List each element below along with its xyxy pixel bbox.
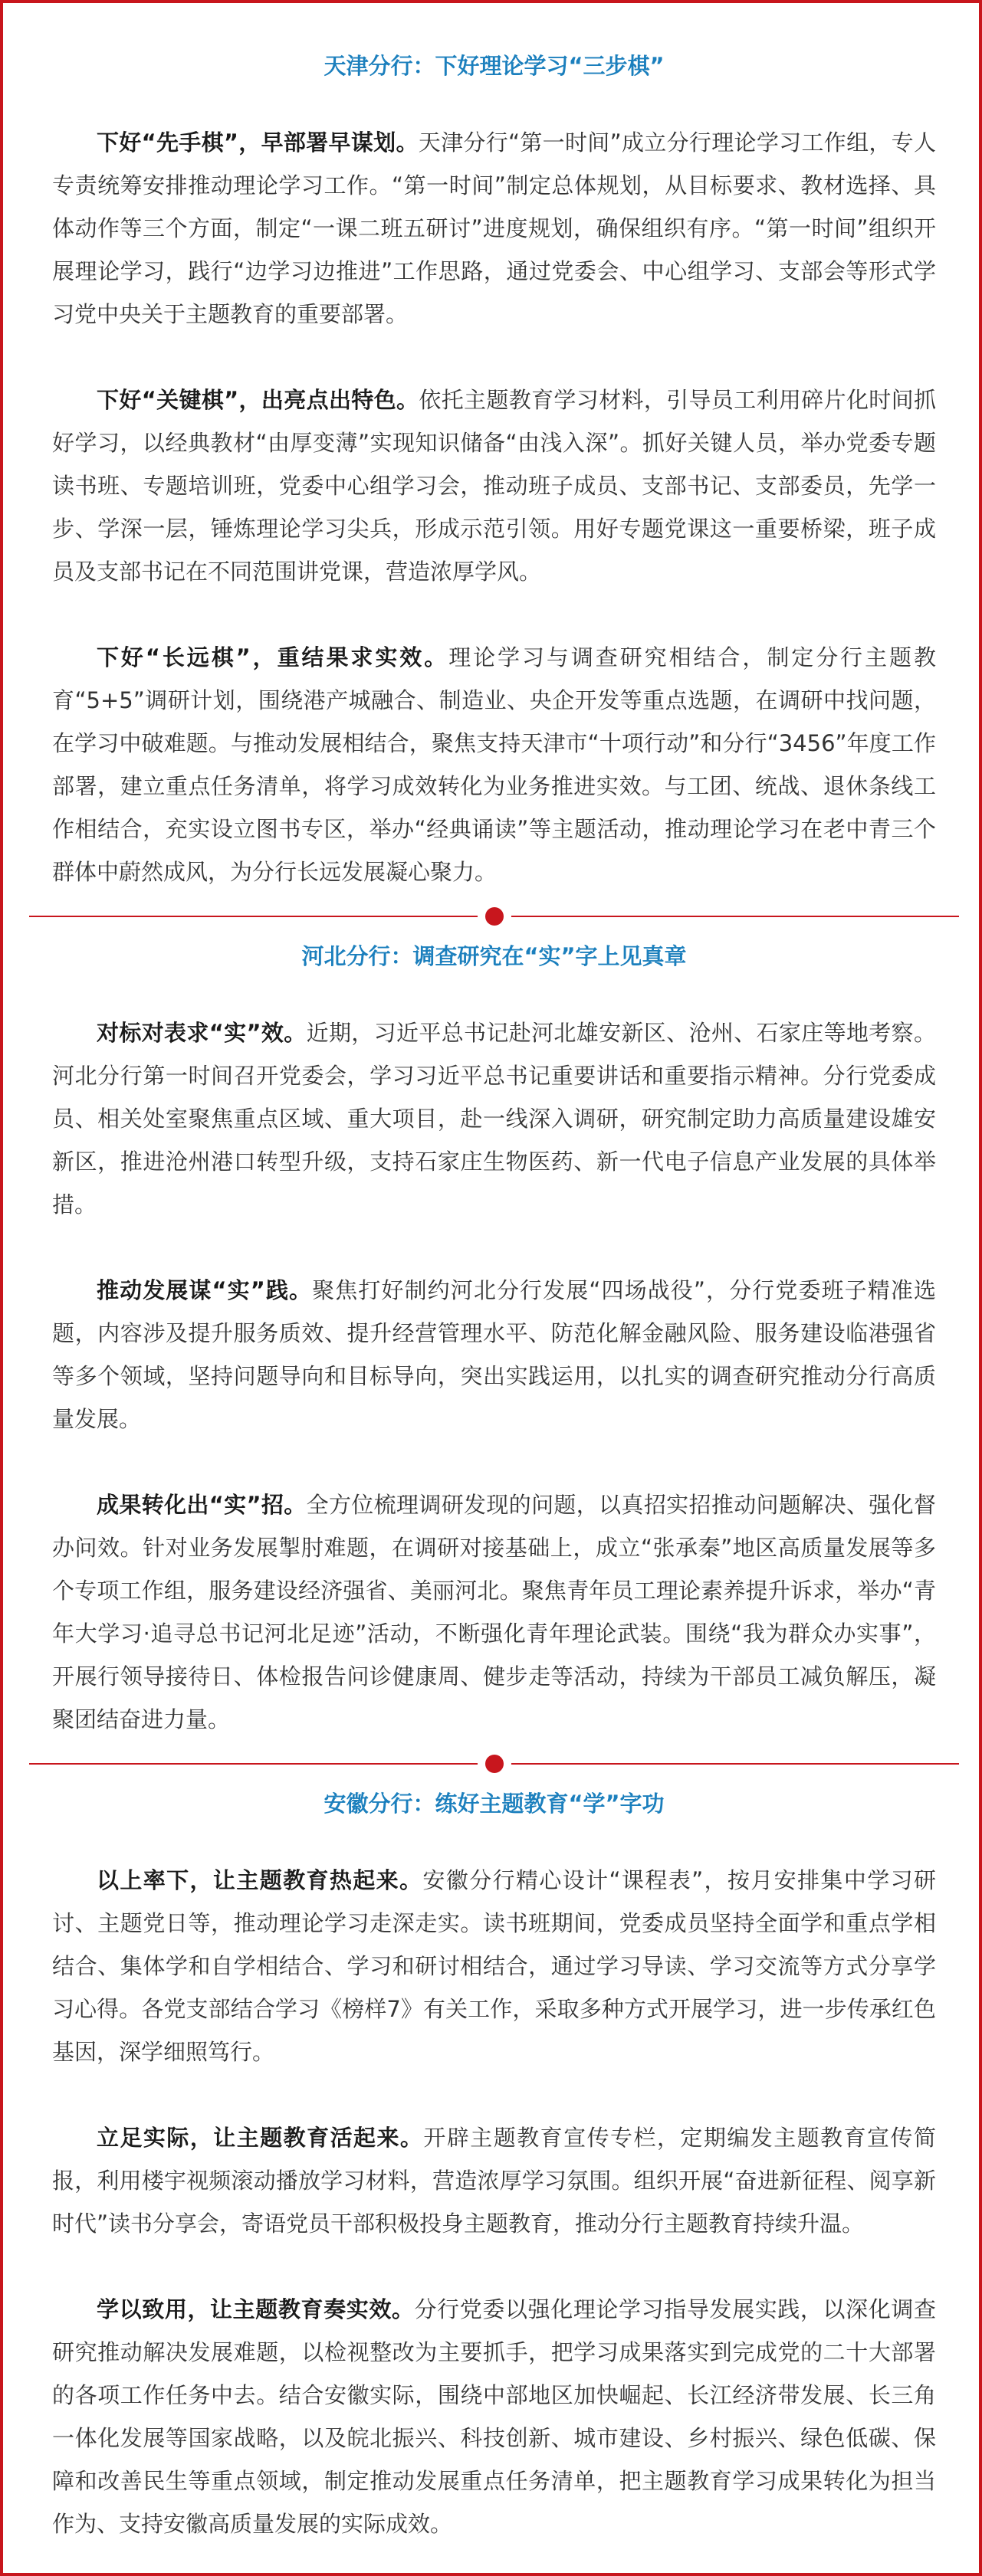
paragraph-lead: 成果转化出“实”招。 xyxy=(97,1492,307,1518)
section-divider xyxy=(52,1741,936,1787)
paragraph xyxy=(52,1859,936,2073)
paragraph xyxy=(52,121,936,336)
paragraph xyxy=(52,2288,936,2545)
divider-dot-icon xyxy=(485,907,504,926)
paragraph-text: 依托主题教育学习材料，引导员工利用碎片化时间抓好学习，以经典教材“由厚变薄”实现知识储备“由浅入深”。抓好关键人员，举办党委专题读书班、专题培训班，党委中心组学习会，推动班子成员、支部书记、支部委员，先学一步、学深一层，锤炼理论学习尖兵，形成示范引领。用好专题党课这一重要桥梁，班子成员及支部书记在不同范围讲党课，营造浓厚学风。 xyxy=(52,387,936,585)
section-title: 天津分行：下好理论学习“三步棋” xyxy=(324,53,665,79)
section-title: 安徽分行：练好主题教育“学”字功 xyxy=(324,1791,665,1817)
paragraph xyxy=(52,1011,936,1226)
paragraph-lead: 对标对表求“实”效。 xyxy=(97,1020,307,1046)
section-anhui xyxy=(52,1787,936,2545)
divider-dot-icon xyxy=(485,1755,504,1773)
paragraph-lead: 下好“关键棋”，出亮点出特色。 xyxy=(97,387,419,413)
section-divider xyxy=(52,893,936,939)
section-tianjin xyxy=(52,49,936,893)
paragraph-lead: 学以致用，让主题教育奏实效。 xyxy=(97,2296,415,2322)
paragraph-text: 开辟主题教育宣传专栏，定期编发主题教育宣传简报，利用楼宇视频滚动播放学习材料，营造浓厚学习氛围。组织开展“奋进新征程、阅享新时代”读书分享会，寄语党员干部积极投身主题教育，推动分行主题教育持续升温。 xyxy=(52,2125,936,2237)
paragraph-lead: 下好“先手棋”，早部署早谋划。 xyxy=(97,129,419,156)
paragraph-text: 理论学习与调查研究相结合，制定分行主题教育“5+5”调研计划，围绕港产城融合、制造业、央企开发等重点选题，在调研中找问题，在学习中破难题。与推动发展相结合，聚焦支持天津市“十项行动”和分行“3456”年度工作部署，建立重点任务清单，将学习成效转化为业务推进实效。与工团、统战、退休条线工作相结合，充实设立图书专区，举办“经典诵读”等主题活动，推动理论学习在老中青三个群体中蔚然成风，为分行长远发展凝心聚力。 xyxy=(52,644,936,885)
paragraph xyxy=(52,636,936,893)
paragraph-text: 安徽分行精心设计“课程表”，按月安排集中学习研讨、主题党日等，推动理论学习走深走实。读书班期间，党委成员坚持全面学和重点学相结合、集体学和自学相结合、学习和研讨相结合，通过学习导读、学习交流等方式分享学习心得。各党支部结合学习《榜样7》有关工作，采取多种方式开展学习，进一步传承红色基因，深学细照笃行。 xyxy=(52,1867,936,2065)
paragraph-lead: 下好“长远棋”，重结果求实效。 xyxy=(97,644,449,670)
paragraph-text: 聚焦打好制约河北分行发展“四场战役”，分行党委班子精准选题，内容涉及提升服务质效、提升经营管理水平、防范化解金融风险、服务建设临港强省等多个领域，坚持问题导向和目标导向，突出实践运用，以扎实的调查研究推动分行高质量发展。 xyxy=(52,1277,936,1432)
section-title: 河北分行：调查研究在“实”字上见真章 xyxy=(301,943,687,969)
paragraph-text: 分行党委以强化理论学习指导发展实践，以深化调查研究推动解决发展难题，以检视整改为主要抓手，把学习成果落实到完成党的二十大部署的各项工作任务中去。结合安徽实际，围绕中部地区加快崛起、长江经济带发展、长三角一体化发展等国家战略，以及皖北振兴、科技创新、城市建设、乡村振兴、绿色低碳、保障和改善民生等重点领域，制定推动发展重点任务清单，把主题教育学习成果转化为担当作为、支持安徽高质量发展的实际成效。 xyxy=(52,2296,936,2537)
paragraph-text: 全方位梳理调研发现的问题，以真招实招推动问题解决、强化督办问效。针对业务发展掣肘难题，在调研对接基础上，成立“张承秦”地区高质量发展等多个专项工作组，服务建设经济强省、美丽河北。聚焦青年员工理论素养提升诉求，举办“青年大学习·追寻总书记河北足迹”活动，不断强化青年理论武装。围绕“我为群众办实事”，开展行领导接待日、体检报告问诊健康周、健步走等活动，持续为干部员工减负解压，凝聚团结奋进力量。 xyxy=(52,1492,936,1732)
paragraph xyxy=(52,1269,936,1440)
paragraph-text: 天津分行“第一时间”成立分行理论学习工作组，专人专责统筹安排推动理论学习工作。“第一时间”制定总体规划，从目标要求、教材选择、具体动作等三个方面，制定“一课二班五研讨”进度规划，确保组织有序。“第一时间”组织开展理论学习，践行“边学习边推进”工作思路，通过党委会、中心组学习、支部会等形式学习党中央关于主题教育的重要部署。 xyxy=(52,129,936,327)
paragraph xyxy=(52,2116,936,2245)
article-content xyxy=(52,49,936,2545)
paragraph-lead: 推动发展谋“实”践。 xyxy=(97,1277,313,1303)
paragraph xyxy=(52,379,936,593)
paragraph xyxy=(52,1483,936,1741)
paragraph-lead: 以上率下，让主题教育热起来。 xyxy=(97,1867,423,1893)
paragraph-text: 近期，习近平总书记赴河北雄安新区、沧州、石家庄等地考察。河北分行第一时间召开党委会，学习习近平总书记重要讲话和重要指示精神。分行党委成员、相关处室聚焦重点区域、重大项目，赴一线深入调研，研究制定助力高质量建设雄安新区，推进沧州港口转型升级，支持石家庄生物医药、新一代电子信息产业发展的具体举措。 xyxy=(52,1020,936,1218)
paragraph-lead: 立足实际，让主题教育活起来。 xyxy=(97,2125,424,2151)
section-hebei xyxy=(52,939,936,1741)
